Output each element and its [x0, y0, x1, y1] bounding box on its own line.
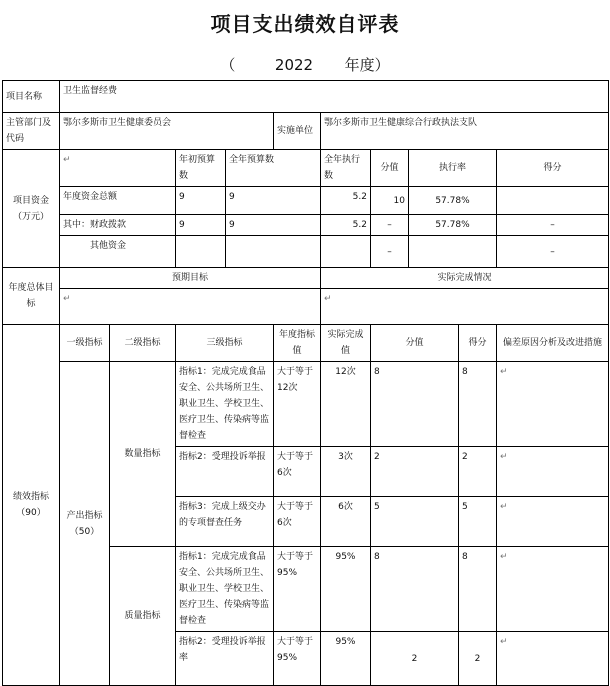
funds-corner: ↵ — [60, 150, 176, 187]
indicator-score: 2 — [371, 447, 459, 497]
perf-header-actual: 实际完成值 — [321, 325, 371, 362]
funds-row-score: – — [371, 236, 409, 268]
impl-unit-label: 实施单位 — [274, 113, 321, 150]
funds-row-score: 10 — [371, 187, 409, 215]
funds-header-annual: 全年预算数 — [226, 150, 321, 187]
funds-label: 项目资金（万元） — [3, 150, 60, 268]
funds-row-v1: 9 — [176, 187, 226, 215]
funds-header-initial: 年初预算数 — [176, 150, 226, 187]
indicator-target: 大于等于95% — [274, 632, 321, 686]
evaluation-table — [2, 80, 609, 686]
level1-output: 产出指标（50） — [60, 362, 110, 686]
funds-row-v3 — [321, 236, 371, 268]
funds-row-got: – — [497, 236, 609, 268]
funds-row-name: 其他资金 — [60, 236, 176, 268]
subtitle-open: （ — [220, 56, 236, 74]
indicator-actual: 95% — [321, 632, 371, 686]
funds-row-got: – — [497, 215, 609, 236]
funds-header-executed: 全年执行数 — [321, 150, 371, 187]
perf-header-level2: 二级指标 — [110, 325, 176, 362]
funds-row-v2 — [226, 236, 321, 268]
funds-row-v1: 9 — [176, 215, 226, 236]
impl-unit-value: 鄂尔多斯市卫生健康综合行政执法支队 — [321, 113, 609, 150]
perf-header-target: 年度指标值 — [274, 325, 321, 362]
funds-row-v2: 9 — [226, 187, 321, 215]
funds-row-v1 — [176, 236, 226, 268]
project-name-label: 项目名称 — [3, 81, 60, 113]
funds-row-v3: 5.2 — [321, 187, 371, 215]
indicator-name: 指标1：完成完成食品安全、公共场所卫生、职业卫生、学校卫生、医疗卫生、传染病等监督检查 — [176, 547, 274, 632]
indicator-reason: ↵ — [497, 547, 609, 632]
indicator-reason: ↵ — [497, 362, 609, 447]
subtitle-year: 2022 — [274, 56, 314, 74]
indicator-name: 指标1：完成完成食品安全、公共场所卫生、职业卫生、学校卫生、医疗卫生、传染病等监督检查 — [176, 362, 274, 447]
funds-header-rate: 执行率 — [409, 150, 497, 187]
indicator-actual: 3次 — [321, 447, 371, 497]
funds-header-got: 得分 — [497, 150, 609, 187]
indicator-got: 8 — [459, 547, 497, 632]
indicator-name: 指标3：完成上级交办的专项督查任务 — [176, 497, 274, 547]
funds-row-name: 年度资金总额 — [60, 187, 176, 215]
indicator-score: 8 — [371, 547, 459, 632]
level2-quantity: 数量指标 — [110, 362, 176, 547]
funds-row-rate: 57.78% — [409, 215, 497, 236]
dept-label: 主管部门及代码 — [3, 113, 60, 150]
indicator-name: 指标2：受理投诉举报率 — [176, 632, 274, 686]
indicator-reason: ↵ — [497, 447, 609, 497]
expected-goal-value: ↵ — [60, 289, 321, 325]
indicator-reason: ↵ — [497, 497, 609, 547]
funds-row-v3: 5.2 — [321, 215, 371, 236]
indicator-score: 2 — [371, 632, 459, 686]
project-name-value: 卫生监督经费 — [60, 81, 609, 113]
indicator-target: 大于等于95% — [274, 547, 321, 632]
funds-header-score: 分值 — [371, 150, 409, 187]
perf-header-got: 得分 — [459, 325, 497, 362]
annual-goal-label: 年度总体目标 — [3, 268, 60, 325]
indicator-target: 大于等于6次 — [274, 497, 321, 547]
indicator-score: 5 — [371, 497, 459, 547]
indicator-actual: 95% — [321, 547, 371, 632]
perf-label: 绩效指标（90） — [3, 325, 60, 686]
indicator-target: 大于等于6次 — [274, 447, 321, 497]
indicator-got: 2 — [459, 632, 497, 686]
indicator-actual: 6次 — [321, 497, 371, 547]
expected-goal-header: 预期目标 — [60, 268, 321, 289]
indicator-score: 8 — [371, 362, 459, 447]
indicator-name: 指标2：受理投诉举报 — [176, 447, 274, 497]
funds-row-rate: 57.78% — [409, 187, 497, 215]
perf-header-level3: 三级指标 — [176, 325, 274, 362]
indicator-target: 大于等于12次 — [274, 362, 321, 447]
page-title: 项目支出绩效自评表 — [210, 12, 400, 36]
funds-row-rate — [409, 236, 497, 268]
subtitle-suffix: 年度） — [344, 56, 390, 74]
indicator-actual: 12次 — [321, 362, 371, 447]
funds-row-name: 其中：财政拨款 — [60, 215, 176, 236]
funds-row-score: – — [371, 215, 409, 236]
actual-completion-header: 实际完成情况 — [321, 268, 609, 289]
indicator-reason: ↵ — [497, 632, 609, 686]
dept-value: 鄂尔多斯市卫生健康委员会 — [60, 113, 274, 150]
perf-header-reason: 偏差原因分析及改进措施 — [497, 325, 609, 362]
indicator-got: 2 — [459, 447, 497, 497]
funds-row-got — [497, 187, 609, 215]
funds-row-v2: 9 — [226, 215, 321, 236]
level2-quality: 质量指标 — [110, 547, 176, 686]
perf-header-score: 分值 — [371, 325, 459, 362]
perf-header-level1: 一级指标 — [60, 325, 110, 362]
actual-completion-value: ↵ — [321, 289, 609, 325]
indicator-got: 5 — [459, 497, 497, 547]
indicator-got: 8 — [459, 362, 497, 447]
year-subtitle — [0, 54, 610, 75]
